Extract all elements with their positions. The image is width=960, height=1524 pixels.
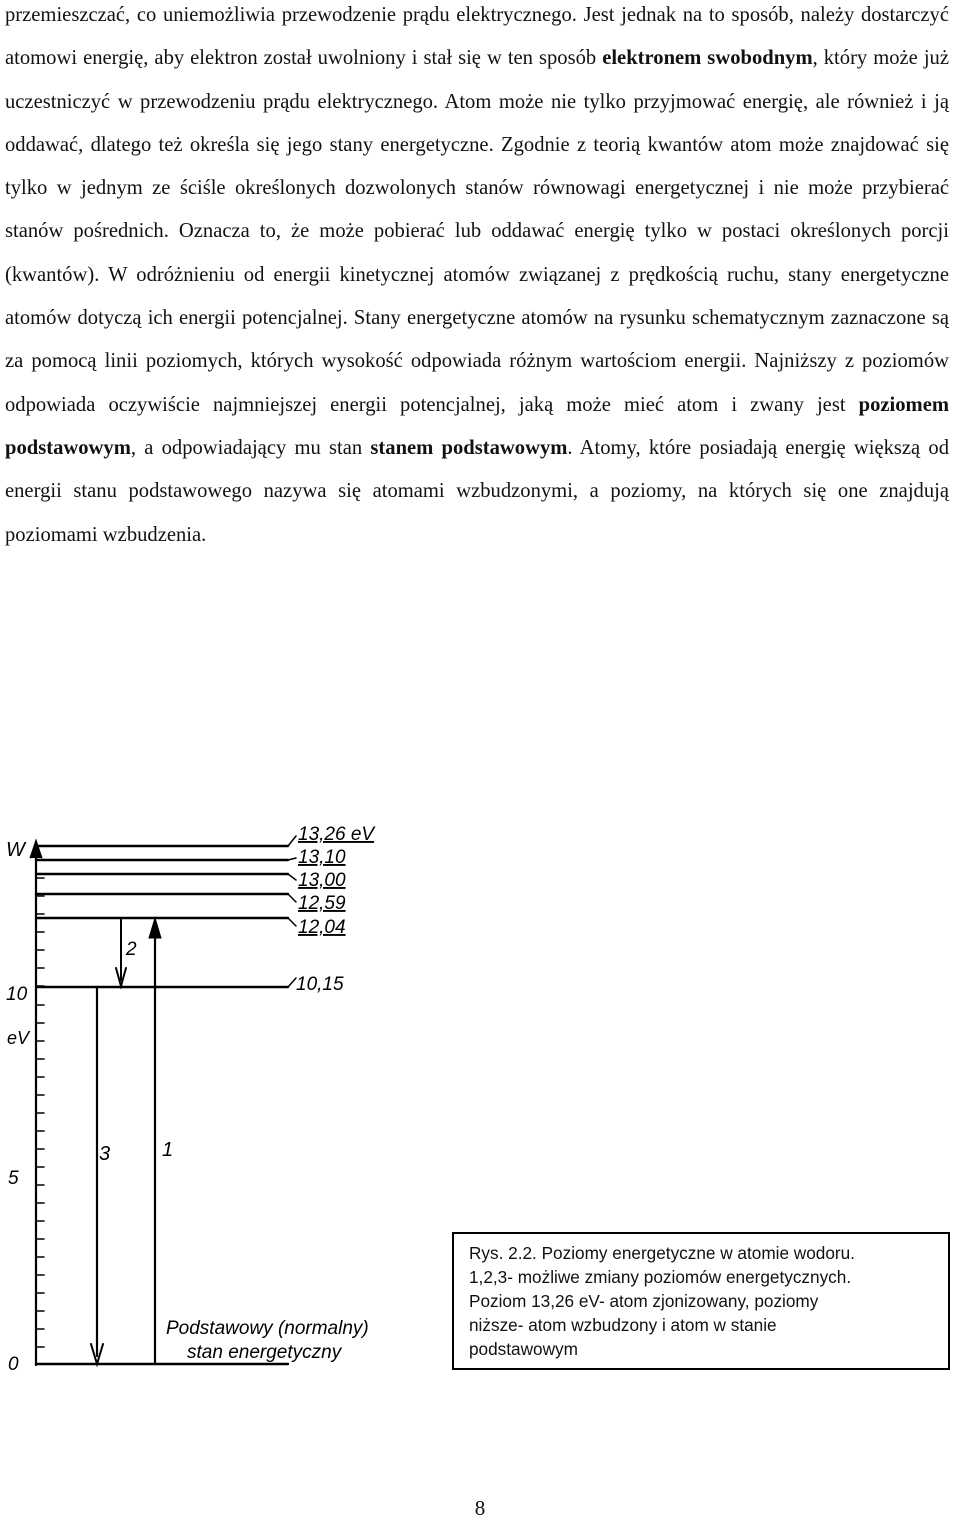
level-label-13-26: 13,26 eV xyxy=(298,824,375,845)
page-number: 8 xyxy=(474,1496,486,1520)
level-label-13-00: 13,00 xyxy=(298,870,346,891)
energy-axis-arrow-icon xyxy=(30,840,42,858)
transition-label-2: 2 xyxy=(126,939,137,960)
bold-term: elektronem swobodnym xyxy=(602,47,813,70)
level-label-12-04: 12,04 xyxy=(298,917,346,938)
axis-tick-label-0: 0 xyxy=(8,1354,19,1375)
level-label-10-15: 10,15 xyxy=(296,974,344,995)
axis-symbol: W xyxy=(6,839,25,861)
caption-line: Poziom 13,26 eV- atom zjonizowany, poziomy xyxy=(469,1291,819,1311)
text-run: , który może już uczestniczyć w przewodzeniu prądu elektrycznego. Atom może nie tylko przyjmować energię, ale również i ją oddawać, dlatego też określa się jego stany energetyczne. Zgodnie z teorią kwantów atom może znajdować się tylko w jednym ze ściśle określonych dozwolonych stanów równowagi energetycznej i nie może przybierać stanów pośrednich. Oznacza to, że może pobierać lub oddawać energię tylko w postaci określonych porcji (kwantów). W odróżnieniu od energii kinetycznej atomów związanej z prędkością ruchu, stany energetyczne atomów dotyczą ich energii potencjalnej. Stany energetyczne atomów na rysunku schematycznym zaznaczone są za pomocą linii poziomych, których wysokość odpowiada różnym wartościom energii. Najniższy z poziomów odpowiada oczywiście najmniejszej energii potencjalnej, jaką może mieć atom i zwany jest xyxy=(5,47,949,416)
text-run: . Atomy, które posiadają energię większą od energii stanu podstawowego nazywa się atomami wzbudzonymi, a poziomy, na których się one znajdują poziomami wzbudzenia. xyxy=(5,436,949,546)
caption-line: 1,2,3- możliwe zmiany poziomów energetycznych. xyxy=(469,1267,852,1287)
level-label-12-59: 12,59 xyxy=(298,893,346,914)
bold-term: stanem podstawowym xyxy=(370,436,568,459)
transition-1-arrowhead-icon xyxy=(149,918,161,938)
level-label-13-10: 13,10 xyxy=(298,847,346,868)
ground-state-label-line2: stan energetyczny xyxy=(187,1342,342,1363)
axis-unit: eV xyxy=(7,1028,30,1048)
body-paragraph xyxy=(5,0,949,557)
caption-line: podstawowym xyxy=(469,1339,578,1359)
figure-caption xyxy=(452,1232,950,1370)
text-run: przemieszczać, co uniemożliwia przewodzenie prądu elektrycznego. Jest jednak na to sposób, należy dostarczyć atomowi energię, aby elektron został uwolniony i stał się w ten sposób xyxy=(5,4,949,70)
energy-level-diagram xyxy=(0,800,460,1400)
axis-tick-label-10: 10 xyxy=(6,984,28,1005)
ground-state-label-line1: Podstawowy (normalny) xyxy=(166,1318,369,1339)
caption-line: niższe- atom wzbudzony i atom w stanie xyxy=(469,1315,777,1335)
bold-term: poziomem podstawowym xyxy=(5,393,949,459)
transition-label-3: 3 xyxy=(99,1143,111,1165)
transition-label-1: 1 xyxy=(162,1139,174,1161)
text-run: , a odpowiadający mu stan xyxy=(130,436,371,459)
axis-tick-label-5: 5 xyxy=(8,1168,19,1189)
caption-line: Rys. 2.2. Poziomy energetyczne w atomie wodoru. xyxy=(469,1243,855,1263)
